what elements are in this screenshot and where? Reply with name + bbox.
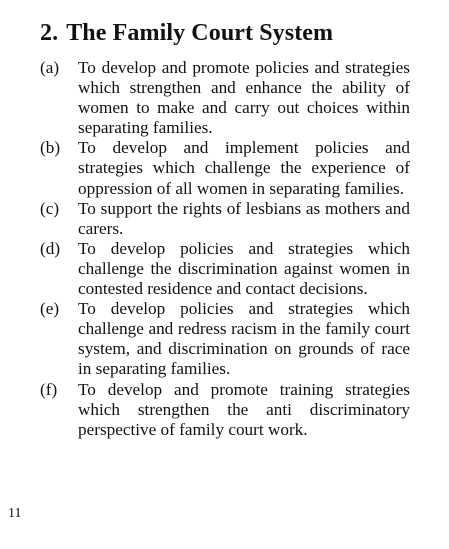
list-item-c: [40, 199, 410, 239]
section-title: The Family Court System: [66, 20, 334, 46]
list-marker: (e): [40, 299, 60, 319]
list-marker: (c): [40, 198, 60, 218]
list-item-d: [40, 239, 410, 299]
list-marker: (d): [40, 238, 61, 258]
list-marker: (a): [40, 58, 60, 77]
list-item-text: To develop and promote training strategies which strengthen the anti discriminatory perspective of family court work.: [78, 379, 410, 439]
list-item-b: [40, 138, 410, 198]
list-item-text: To develop policies and strategies which challenge and redress racism in the family court system, and discrimination on grounds of race in separating families.: [78, 299, 410, 379]
list-item-text: To develop and promote policies and strategies which strengthen and enhance the ability of women to make and carry out choices within separating families.: [78, 58, 410, 138]
list-marker: (b): [40, 138, 61, 158]
list-item-f: [40, 380, 410, 440]
list-item-text: To support the rights of lesbians as mothers and carers.: [78, 198, 410, 238]
list-item-text: To develop and implement policies and strategies which challenge the experience of oppression of all women in separating families.: [78, 138, 410, 198]
section-number: 2.: [40, 20, 59, 46]
list-item-text: To develop policies and strategies which challenge the discrimination against women in contested residence and contact decisions.: [78, 238, 410, 299]
page-number: 11: [8, 506, 22, 521]
list-marker: (f): [40, 379, 58, 399]
list-item-a: [40, 58, 410, 138]
list-item-e: [40, 299, 410, 379]
section-heading: [40, 18, 333, 48]
objectives-list: [40, 58, 410, 440]
